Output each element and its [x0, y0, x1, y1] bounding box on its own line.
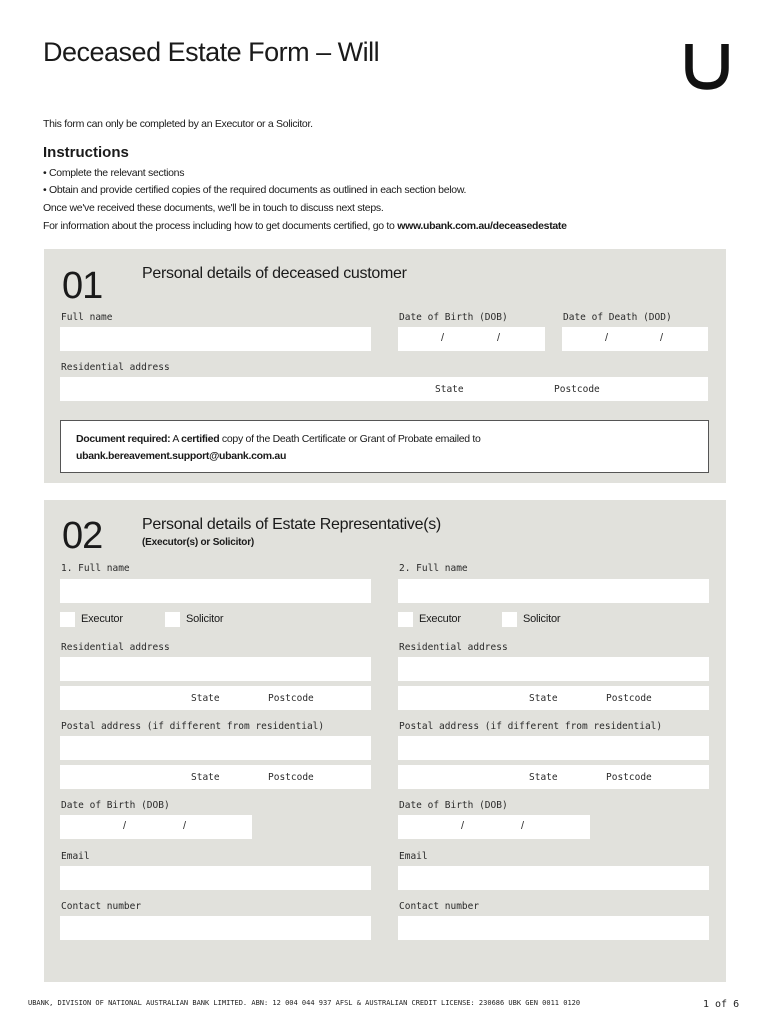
rep1-contact-label: Contact number	[61, 901, 142, 912]
rep1-residential-label: Residential address	[61, 642, 170, 653]
rep2-contact-label: Contact number	[399, 901, 480, 912]
state-label: State	[435, 384, 464, 395]
rep2-contact-field[interactable]	[398, 916, 709, 940]
instruction-line: Once we've received these documents, we'll be in touch to discuss next steps.	[43, 202, 384, 214]
ubank-u-logo-icon	[685, 40, 729, 90]
section-subtitle: (Executor(s) or Solicitor)	[142, 537, 255, 548]
state-label: State	[191, 772, 220, 783]
dod-label: Date of Death (DOD)	[563, 312, 672, 323]
date-separator: /	[660, 332, 664, 344]
section-estate-representatives	[44, 500, 726, 982]
rep1-residential-line1-field[interactable]	[60, 657, 371, 681]
page-number: 1 of 6	[703, 999, 740, 1010]
rep1-dob-label: Date of Birth (DOB)	[61, 800, 170, 811]
residential-address-label: Residential address	[61, 362, 170, 373]
rep2-residential-line1-field[interactable]	[398, 657, 709, 681]
rep1-full-name-field[interactable]	[60, 579, 371, 603]
rep2-executor-label: Executor	[419, 613, 461, 625]
instructions-heading: Instructions	[43, 144, 129, 161]
rep2-full-name-field[interactable]	[398, 579, 709, 603]
rep2-residential-label: Residential address	[399, 642, 508, 653]
date-separator: /	[123, 820, 127, 832]
rep2-residential-line2-field[interactable]	[398, 686, 709, 710]
date-separator: /	[441, 332, 445, 344]
rep1-postal-line1-field[interactable]	[60, 736, 371, 760]
rep2-postal-line1-field[interactable]	[398, 736, 709, 760]
rep2-full-name-label: 2. Full name	[399, 563, 468, 574]
postcode-label: Postcode	[606, 693, 652, 704]
rep2-email-label: Email	[399, 851, 428, 862]
dob-field[interactable]	[398, 327, 545, 351]
rep1-residential-line2-field[interactable]	[60, 686, 371, 710]
intro-text: This form can only be completed by an Executor or a Solicitor.	[43, 118, 313, 130]
rep1-postal-label: Postal address (if different from residential)	[61, 721, 325, 732]
rep2-dob-label: Date of Birth (DOB)	[399, 800, 508, 811]
full-name-label: Full name	[61, 312, 113, 323]
rep1-email-label: Email	[61, 851, 90, 862]
date-separator: /	[521, 820, 525, 832]
instruction-line	[43, 220, 567, 232]
state-label: State	[529, 772, 558, 783]
instruction-bullet: • Obtain and provide certified copies of the required documents as outlined in each section below.	[43, 184, 467, 196]
rep1-solicitor-checkbox[interactable]	[165, 612, 180, 627]
state-label: State	[529, 693, 558, 704]
rep2-solicitor-label: Solicitor	[523, 613, 561, 625]
date-separator: /	[461, 820, 465, 832]
postcode-label: Postcode	[268, 772, 314, 783]
rep2-email-field[interactable]	[398, 866, 709, 890]
residential-address-field[interactable]	[60, 377, 708, 401]
rep1-executor-checkbox[interactable]	[60, 612, 75, 627]
date-separator: /	[605, 332, 609, 344]
bereavement-email-link[interactable]: ubank.bereavement.support@ubank.com.au	[76, 450, 287, 462]
instruction-text: For information about the process including how to get documents certified, go to	[43, 220, 398, 232]
instruction-bullet: • Complete the relevant sections	[43, 167, 185, 179]
footer-legal-text: UBANK, DIVISION OF NATIONAL AUSTRALIAN BANK LIMITED. ABN: 12 004 044 937 AFSL & AUSTRALIAN CREDIT LICENSE: 230686 UBK GEN 0011 0120	[28, 999, 581, 1007]
section-title: Personal details of Estate Representative(s)	[142, 516, 441, 533]
doc-required-text: copy of the Death Certificate or Grant of Probate emailed to	[219, 433, 481, 445]
rep1-full-name-label: 1. Full name	[61, 563, 130, 574]
rep1-dob-field[interactable]	[60, 815, 252, 839]
postcode-label: Postcode	[554, 384, 600, 395]
date-separator: /	[183, 820, 187, 832]
rep1-contact-field[interactable]	[60, 916, 371, 940]
deceased-estate-link[interactable]: www.ubank.com.au/deceasedestate	[397, 220, 567, 232]
rep1-executor-label: Executor	[81, 613, 123, 625]
rep2-postal-line2-field[interactable]	[398, 765, 709, 789]
page-title: Deceased Estate Form – Will	[43, 37, 380, 67]
rep2-postal-label: Postal address (if different from residential)	[399, 721, 663, 732]
full-name-field[interactable]	[60, 327, 371, 351]
section-number: 01	[62, 265, 103, 307]
rep2-dob-field[interactable]	[398, 815, 590, 839]
date-separator: /	[497, 332, 501, 344]
dod-field[interactable]	[562, 327, 708, 351]
doc-required-bold: Document required:	[76, 433, 171, 445]
document-required-notice	[60, 420, 709, 473]
postcode-label: Postcode	[606, 772, 652, 783]
rep1-email-field[interactable]	[60, 866, 371, 890]
rep2-solicitor-checkbox[interactable]	[502, 612, 517, 627]
section-number: 02	[62, 515, 103, 557]
rep1-solicitor-label: Solicitor	[186, 613, 224, 625]
rep1-postal-line2-field[interactable]	[60, 765, 371, 789]
section-deceased-customer	[44, 249, 726, 483]
dob-label: Date of Birth (DOB)	[399, 312, 508, 323]
postcode-label: Postcode	[268, 693, 314, 704]
doc-certified-bold: certified	[181, 433, 220, 445]
section-title: Personal details of deceased customer	[142, 265, 407, 282]
doc-required-text: A	[170, 433, 182, 445]
state-label: State	[191, 693, 220, 704]
rep2-executor-checkbox[interactable]	[398, 612, 413, 627]
